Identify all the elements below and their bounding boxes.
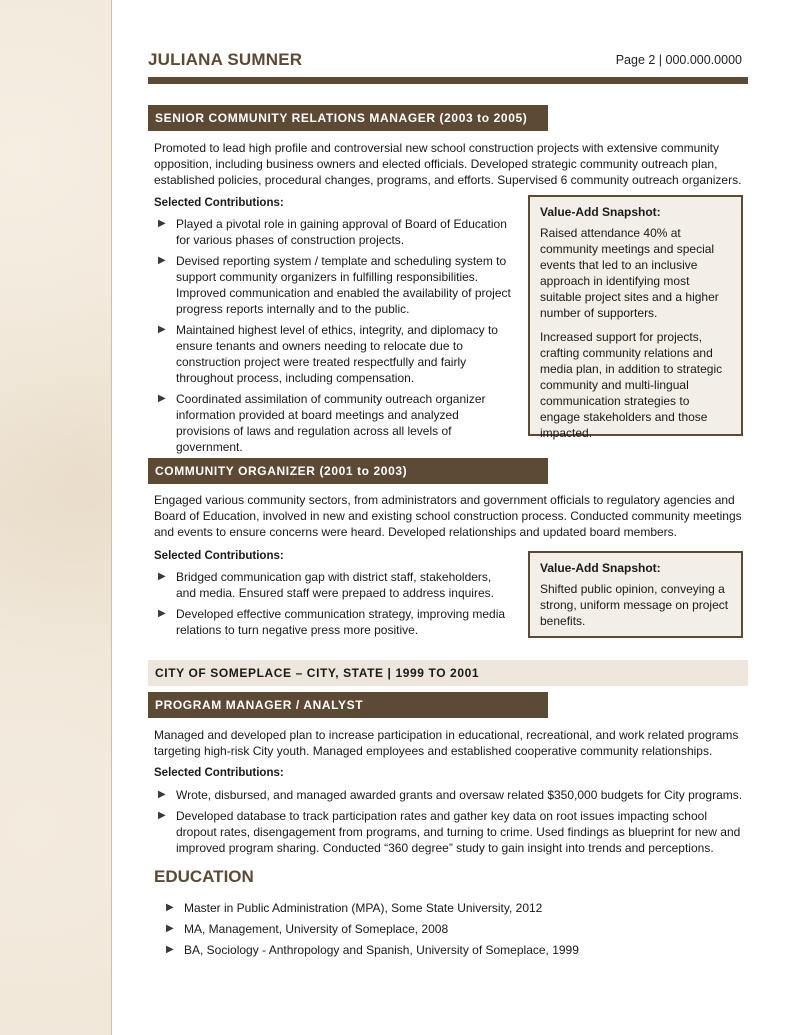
- education-list: [162, 900, 742, 963]
- snapshot-text: Increased support for projects, crafting community relations and media plan, in addition to strategic community and multi-lingual communication strategies to engage stakeholders and those impacted.: [540, 330, 723, 440]
- bullet-arrow-icon: ▶: [158, 789, 166, 800]
- resume-page: [148, 0, 748, 1035]
- value-add-snapshot-2: [528, 551, 743, 638]
- job-title-program-manager: PROGRAM MANAGER / ANALYST: [148, 692, 548, 718]
- bullet-arrow-icon: ▶: [166, 923, 174, 934]
- job2-contributions-label: Selected Contributions:: [154, 550, 284, 562]
- snapshot-title: Value-Add Snapshot:: [540, 561, 661, 575]
- list-item: ▶ MA, Management, University of Someplace, 2008: [166, 922, 449, 936]
- job3-summary: Managed and developed plan to increase participation in educational, recreational, and work related programs targeting high-risk City youth. Managed employees and established cooperative community relationships.: [154, 728, 739, 758]
- employer-heading: CITY OF SOMEPLACE – CITY, STATE | 1999 TO 2001: [148, 660, 748, 686]
- snapshot-title: Value-Add Snapshot:: [540, 205, 661, 219]
- job1-summary: Promoted to lead high profile and controversial new school construction projects with extensive community opposition, including business owners and elected officials. Developed strategic community outreach plan, established policies, procedural changes, programs, and efforts. Supervised 6 community outreach organizers.: [154, 141, 742, 187]
- job-title-community-organizer: COMMUNITY ORGANIZER (2001 to 2003): [148, 458, 548, 484]
- job3-contributions-label: Selected Contributions:: [154, 767, 284, 779]
- job-title-senior-manager: SENIOR COMMUNITY RELATIONS MANAGER (2003 to 2005): [148, 105, 548, 131]
- header-rule: [148, 77, 748, 84]
- bullet-arrow-icon: ▶: [158, 571, 166, 582]
- job3-bullets: [154, 787, 744, 861]
- decorative-sidebar: [0, 0, 112, 1035]
- list-item: ▶ Coordinated assimilation of community outreach organizer information provided at board meetings and analyzed provisions of laws and regulation across all levels of government.: [158, 392, 486, 454]
- job2-summary: Engaged various community sectors, from administrators and government officials to regulatory agencies and Board of Education, involved in new and existing school construction process. Conducted community meetings and events to ensure concerns were heard. Developed relationships and updated board members.: [154, 493, 742, 539]
- snapshot-text: Raised attendance 40% at community meetings and special events that led to an inclusive approach in identifying most suitable project sites and a higher number of supporters.: [540, 226, 719, 320]
- candidate-name: JULIANA SUMNER: [148, 50, 303, 69]
- list-item: ▶ Wrote, disbursed, and managed awarded grants and oversaw related $350,000 budgets for City programs.: [158, 788, 743, 802]
- list-item: ▶ Maintained highest level of ethics, integrity, and diplomacy to ensure tenants and owners needing to relocate due to construction project were treated respectfully and fairly throughout process, including compensation.: [158, 323, 498, 385]
- bullet-arrow-icon: ▶: [158, 255, 166, 266]
- bullet-arrow-icon: ▶: [158, 393, 166, 404]
- bullet-arrow-icon: ▶: [158, 608, 166, 619]
- list-item: ▶ Played a pivotal role in gaining approval of Board of Education for various phases of construction projects.: [158, 217, 507, 247]
- bullet-arrow-icon: ▶: [166, 902, 174, 913]
- education-title: EDUCATION: [154, 867, 254, 886]
- page-number-phone: Page 2 | 000.000.0000: [615, 53, 742, 67]
- list-item: ▶ Bridged communication gap with district staff, stakeholders, and media. Ensured staff were prepaed to address inquires.: [158, 570, 494, 600]
- list-item: ▶ Developed effective communication strategy, improving media relations to turn negative press more positive.: [158, 607, 506, 637]
- job1-bullets: [154, 216, 514, 460]
- bullet-arrow-icon: ▶: [166, 944, 174, 955]
- list-item: ▶ Devised reporting system / template and scheduling system to support community organizers in fulfilling responsibilities. Improved communication and enabled the availability of project progress reports internally and to the public.: [158, 254, 511, 316]
- list-item: ▶ Master in Public Administration (MPA), Some State University, 2012: [166, 901, 543, 915]
- value-add-snapshot-1: [528, 195, 743, 440]
- list-item: ▶ BA, Sociology - Anthropology and Spanish, University of Someplace, 1999: [166, 943, 579, 957]
- bullet-arrow-icon: ▶: [158, 810, 166, 821]
- bullet-arrow-icon: ▶: [158, 324, 166, 335]
- job1-contributions-label: Selected Contributions:: [154, 197, 284, 209]
- job2-bullets: [154, 569, 514, 643]
- list-item: ▶ Developed database to track participation rates and gather key data on root issues impacting school dropout rates, disengagement from programs, and turning to crime. Used findings as blueprint for new and improved program sharing. Conducted “360 degree” study to gain insight into trends and perceptions.: [158, 809, 741, 855]
- bullet-arrow-icon: ▶: [158, 218, 166, 229]
- snapshot-text: Shifted public opinion, conveying a strong, uniform message on project benefits.: [540, 582, 729, 628]
